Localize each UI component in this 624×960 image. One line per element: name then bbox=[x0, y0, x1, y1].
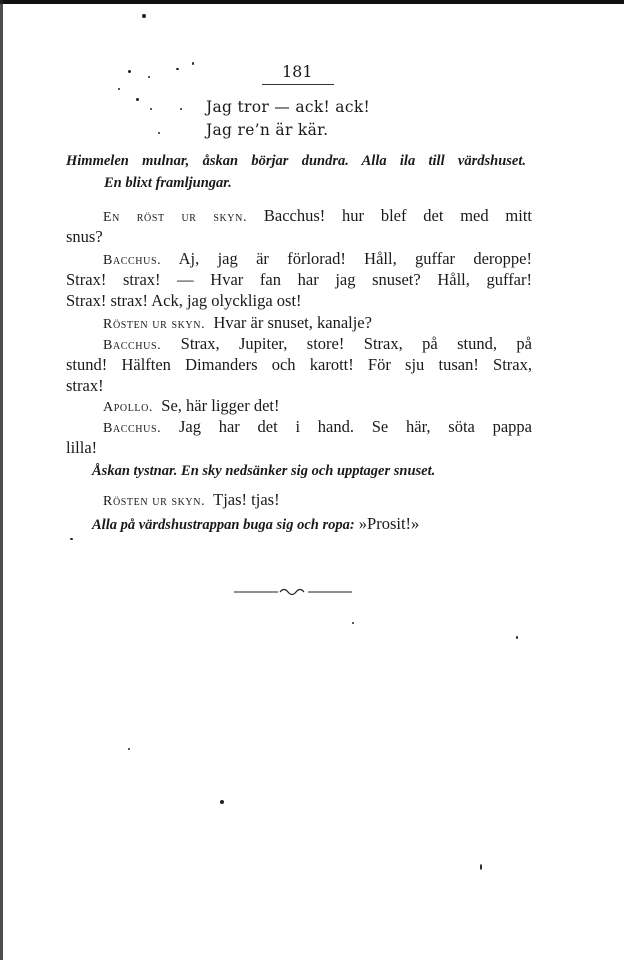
blemish bbox=[70, 538, 73, 540]
blemish bbox=[128, 748, 130, 750]
page-number: 181 bbox=[282, 62, 313, 81]
dialogue-line: snus? bbox=[66, 227, 103, 246]
exclamation-text: »Prosit!» bbox=[358, 514, 420, 533]
dialogue-line bbox=[103, 315, 532, 332]
dialogue-text: Se, här ligger det! bbox=[161, 396, 280, 415]
stage-direction-line bbox=[92, 516, 558, 533]
verse-line: Jag re’n är kär. bbox=[206, 121, 329, 139]
dialogue-line bbox=[103, 208, 532, 225]
stage-direction-line: En blixt framljungar. bbox=[104, 175, 232, 191]
dialogue-line: strax! bbox=[66, 376, 104, 395]
dialogue-text: Aj, jag är förlorad! Håll, guffar deroppe! bbox=[178, 249, 532, 268]
page-top-edge bbox=[0, 0, 624, 4]
dialogue-line bbox=[103, 336, 532, 353]
page-left-edge bbox=[0, 0, 3, 960]
blemish bbox=[118, 88, 120, 90]
speaker-name: Bacchus. bbox=[103, 338, 162, 353]
blemish bbox=[220, 800, 224, 804]
dialogue-text: Jag har det i hand. Se här, söta pappa bbox=[178, 417, 533, 436]
stage-direction-text: Alla på värdshustrappan buga sig och ropa: bbox=[92, 517, 355, 533]
blemish bbox=[352, 622, 354, 624]
ornament-divider bbox=[234, 586, 352, 598]
dialogue-text: Tjas! tjas! bbox=[213, 490, 280, 509]
dialogue-text: Bacchus! hur blef det med mitt bbox=[263, 206, 532, 225]
blemish bbox=[516, 636, 518, 639]
dialogue-line bbox=[103, 398, 532, 415]
stage-direction-line: Åskan tystnar. En sky nedsänker sig och upptager snuset. bbox=[92, 463, 436, 479]
dialogue-line bbox=[103, 492, 532, 509]
blemish bbox=[176, 68, 179, 70]
header-rule bbox=[262, 84, 334, 85]
dialogue-line: stund! Hälften Dimanders och karott! För sju tusan! Strax, bbox=[66, 355, 532, 374]
dialogue-line: Strax! strax! Ack, jag olyckliga ost! bbox=[66, 291, 302, 310]
speaker-name: Rösten ur skyn. bbox=[103, 317, 206, 332]
blemish bbox=[142, 14, 146, 18]
blemish bbox=[480, 864, 482, 870]
dialogue-text: Hvar är snuset, kanalje? bbox=[213, 313, 372, 332]
blemish bbox=[180, 108, 182, 110]
dialogue-line bbox=[103, 419, 532, 436]
blemish bbox=[192, 62, 194, 65]
blemish bbox=[158, 132, 160, 134]
dialogue-line bbox=[103, 251, 532, 268]
verse-line: Jag tror — ack! ack! bbox=[206, 98, 371, 116]
speaker-name: Apollo. bbox=[103, 400, 154, 415]
dialogue-line: Strax! strax! — Hvar fan har jag snuset? Håll, guffar! bbox=[66, 270, 532, 289]
blemish bbox=[148, 76, 150, 78]
speaker-name: Bacchus. bbox=[103, 253, 162, 268]
stage-direction-line: Himmelen mulnar, åskan börjar dundra. Alla ila till värdshuset. bbox=[66, 153, 526, 169]
speaker-name: Rösten ur skyn. bbox=[103, 494, 206, 509]
dialogue-text: Strax, Jupiter, store! Strax, på stund, på bbox=[180, 334, 532, 353]
speaker-name: Bacchus. bbox=[103, 421, 162, 436]
blemish bbox=[136, 98, 139, 101]
dialogue-line: lilla! bbox=[66, 438, 98, 457]
blemish bbox=[150, 108, 152, 110]
blemish bbox=[128, 70, 131, 73]
speaker-name: En röst ur skyn. bbox=[103, 210, 248, 225]
